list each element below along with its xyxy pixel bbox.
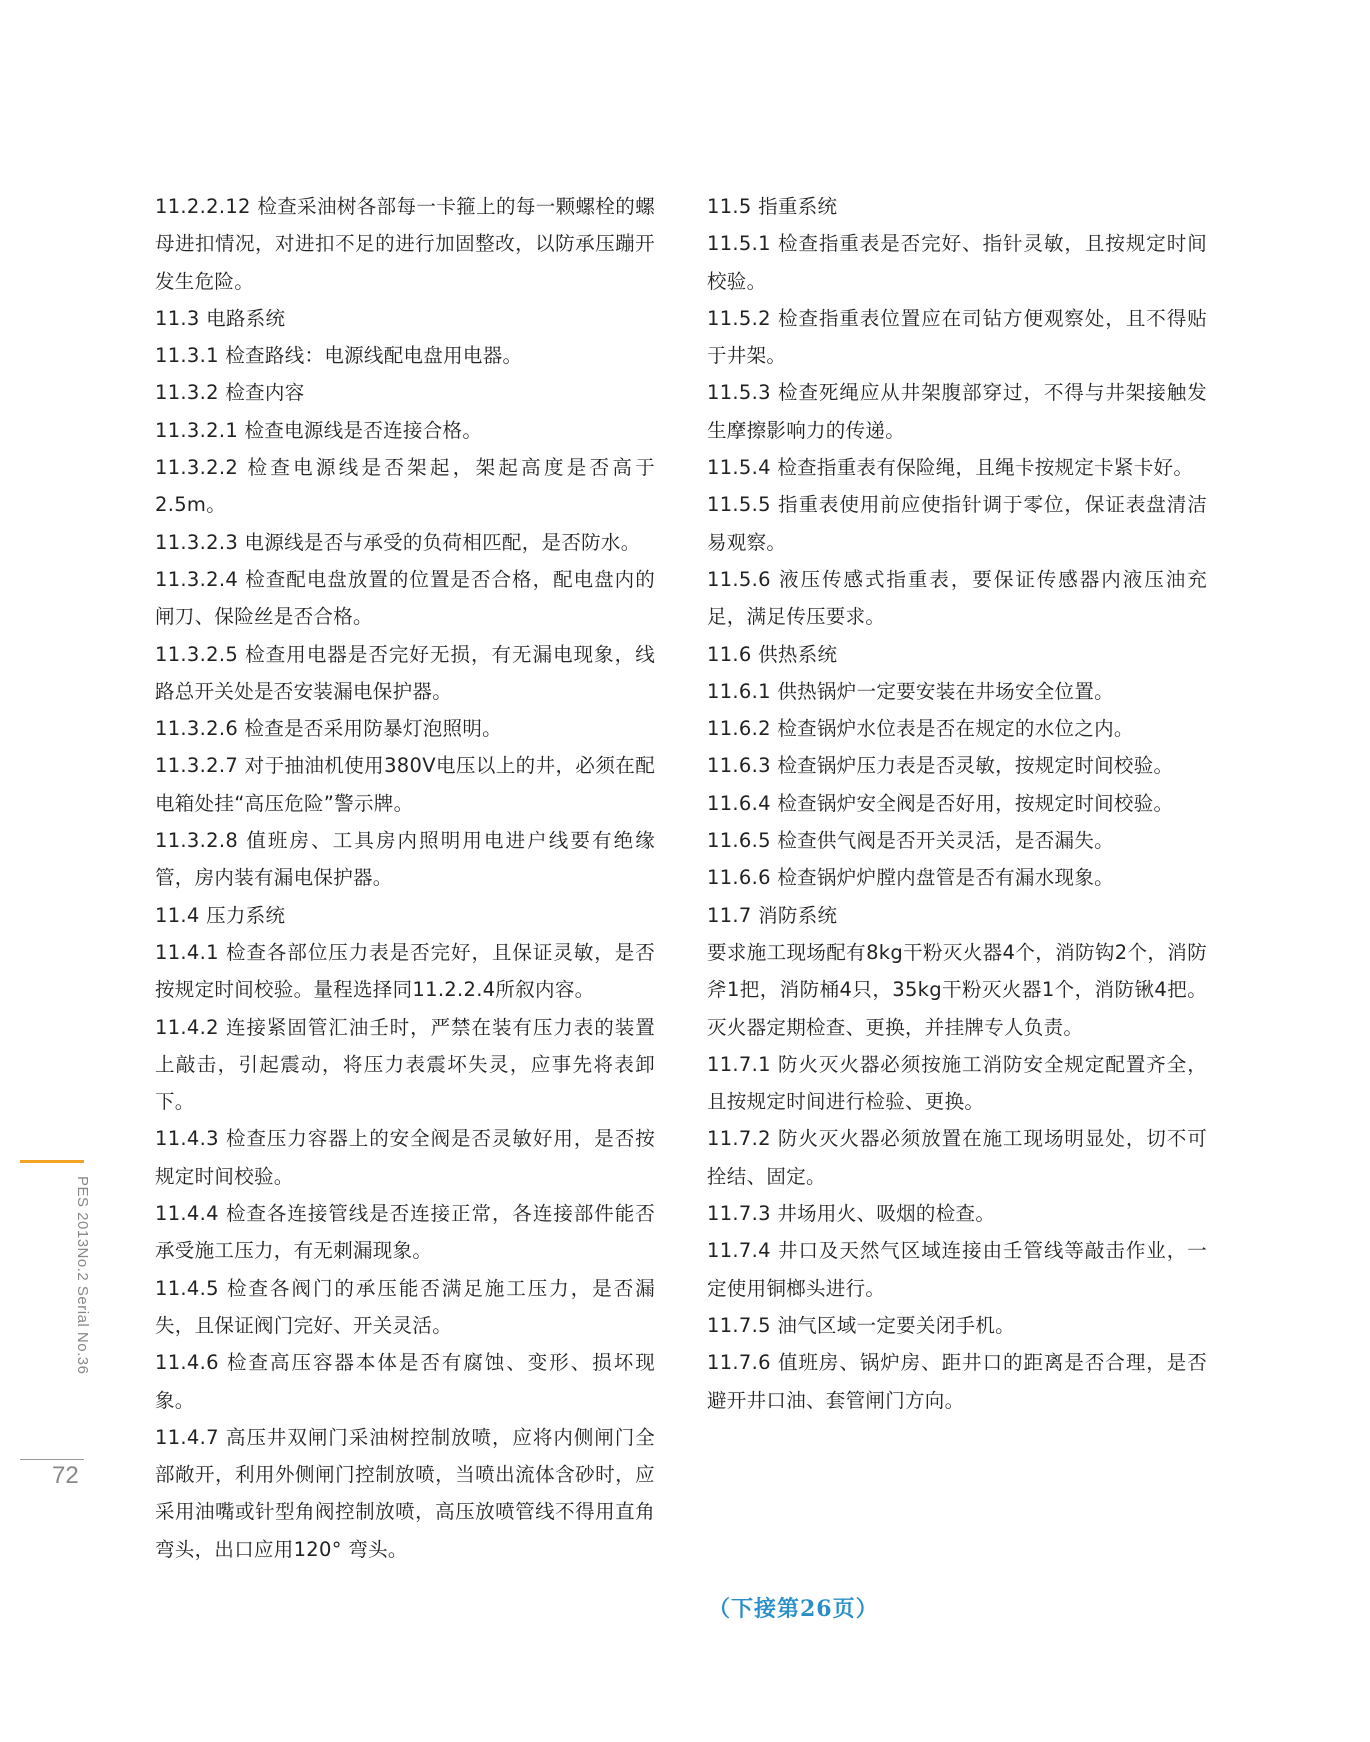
paragraph: 11.6.2 检查锅炉水位表是否在规定的水位之内。 xyxy=(707,717,1134,741)
sidebar-accent-rule xyxy=(20,1160,84,1163)
paragraph: 11.3.2.3 电源线是否与承受的负荷相匹配，是否防水。 xyxy=(155,530,641,554)
paragraph: 11.6.4 检查锅炉安全阀是否好用，按规定时间校验。 xyxy=(707,791,1174,815)
right-text-column xyxy=(707,188,1207,1419)
paragraph: 11.4.5 检查各阀门的承压能否满足施工压力，是否漏失，且保证阀门完好、开关灵活。 xyxy=(155,1276,655,1337)
paragraph: 11.5.6 液压传感式指重表，要保证传感器内液压油充足，满足传压要求。 xyxy=(707,567,1207,629)
journal-issue-info: PES 2013No.2 Serial No.36 xyxy=(74,1176,91,1375)
paragraph: 11.5.1 检查指重表是否完好、指针灵敏，且按规定时间校验。 xyxy=(707,232,1207,293)
paragraph: 11.2.2.12 检查采油树各部每一卡箍上的每一颗螺栓的螺母进扣情况，对进扣不足的进行加固整改，以防承压蹦开发生危险。 xyxy=(155,195,655,293)
paragraph: 11.3.2.4 检查配电盘放置的位置是否合格，配电盘内的闸刀、保险丝是否合格。 xyxy=(155,567,655,629)
sidebar-divider xyxy=(20,1459,84,1460)
paragraph: 11.4 压力系统 xyxy=(155,903,286,927)
paragraph: 11.7.2 防火灭火器必须放置在施工现场明显处，切不可拴结、固定。 xyxy=(707,1127,1207,1188)
left-text-column xyxy=(155,188,655,1568)
paragraph: 11.5.3 检查死绳应从井架腹部穿过，不得与井架接触发生摩擦影响力的传递。 xyxy=(707,381,1207,442)
paragraph: 11.3.2.5 检查用电器是否完好无损，有无漏电现象，线路总开关处是否安装漏电保护器。 xyxy=(155,642,655,703)
paragraph: 11.6.3 检查锅炉压力表是否灵敏，按规定时间校验。 xyxy=(707,754,1174,778)
paragraph: 11.4.6 检查高压容器本体是否有腐蚀、变形、损坏现象。 xyxy=(155,1351,655,1412)
paragraph: 11.7 消防系统 xyxy=(707,903,838,927)
paragraph: 11.7.5 油气区域一定要关闭手机。 xyxy=(707,1313,1015,1337)
continued-on-page-note: （下接第26页） xyxy=(708,1596,879,1622)
paragraph: 11.5.2 检查指重表位置应在司钻方便观察处，且不得贴于井架。 xyxy=(707,306,1207,368)
paragraph: 11.7.4 井口及天然气区域连接由壬管线等敲击作业，一定使用铜榔头进行。 xyxy=(707,1239,1207,1300)
paragraph: 11.7.1 防火灭火器必须按施工消防安全规定配置齐全，且按规定时间进行检验、更换。 xyxy=(707,1052,1207,1114)
paragraph: 11.7.3 井场用火、吸烟的检查。 xyxy=(707,1202,996,1226)
paragraph: 11.7.6 值班房、锅炉房、距井口的距离是否合理，是否避开井口油、套管闸门方向。 xyxy=(707,1351,1207,1412)
paragraph: 11.4.4 检查各连接管线是否连接正常，各连接部件能否承受施工压力，有无刺漏现象。 xyxy=(155,1202,655,1263)
paragraph: 11.4.3 检查压力容器上的安全阀是否灵敏好用，是否按规定时间校验。 xyxy=(155,1127,655,1188)
paragraph: 11.3.2.8 值班房、工具房内照明用电进户线要有绝缘管，房内装有漏电保护器。 xyxy=(155,829,655,890)
paragraph: 11.4.1 检查各部位压力表是否完好，且保证灵敏，是否按规定时间校验。量程选择同11.2.2.4所叙内容。 xyxy=(155,940,655,1002)
paragraph: 11.3.1 检查路线：电源线配电盘用电器。 xyxy=(155,344,523,368)
paragraph: 11.6.6 检查锅炉炉膛内盘管是否有漏水现象。 xyxy=(707,866,1114,890)
paragraph: 11.5.4 检查指重表有保险绳，且绳卡按规定卡紧卡好。 xyxy=(707,456,1194,480)
paragraph: 11.4.2 连接紧固管汇油壬时，严禁在装有压力表的装置上敲击，引起震动，将压力表震坏失灵，应事先将表卸下。 xyxy=(155,1015,655,1114)
page-number: 72 xyxy=(52,1462,79,1489)
paragraph: 11.3.2.1 检查电源线是否连接合格。 xyxy=(155,418,483,442)
paragraph: 11.3.2.2 检查电源线是否架起，架起高度是否高于2.5m。 xyxy=(155,456,655,517)
paragraph: 11.6 供热系统 xyxy=(707,642,838,666)
paragraph: 11.5 指重系统 xyxy=(707,195,838,218)
paragraph: 11.3.2.7 对于抽油机使用380V电压以上的井，必须在配电箱处挂“高压危险”警示牌。 xyxy=(155,754,655,815)
paragraph: 11.5.5 指重表使用前应使指针调于零位，保证表盘清洁易观察。 xyxy=(707,493,1207,554)
paragraph: 11.4.7 高压井双闸门采油树控制放喷，应将内侧闸门全部敞开，利用外侧闸门控制放喷，当喷出流体含砂时，应采用油嘴或针型角阀控制放喷，高压放喷管线不得用直角弯头，出口应用120° 弯头。 xyxy=(155,1425,655,1561)
paragraph: 11.6.1 供热锅炉一定要安装在井场安全位置。 xyxy=(707,679,1114,703)
paragraph: 11.3 电路系统 xyxy=(155,306,286,330)
paragraph: 要求施工现场配有8kg干粉灭火器4个，消防钩2个，消防斧1把，消防桶4只，35kg干粉灭火器1个，消防锹4把。灭火器定期检查、更换，并挂牌专人负责。 xyxy=(707,940,1207,1039)
paragraph: 11.3.2 检查内容 xyxy=(155,381,305,405)
paragraph: 11.3.2.6 检查是否采用防暴灯泡照明。 xyxy=(155,717,502,741)
paragraph: 11.6.5 检查供气阀是否开关灵活，是否漏失。 xyxy=(707,829,1114,853)
